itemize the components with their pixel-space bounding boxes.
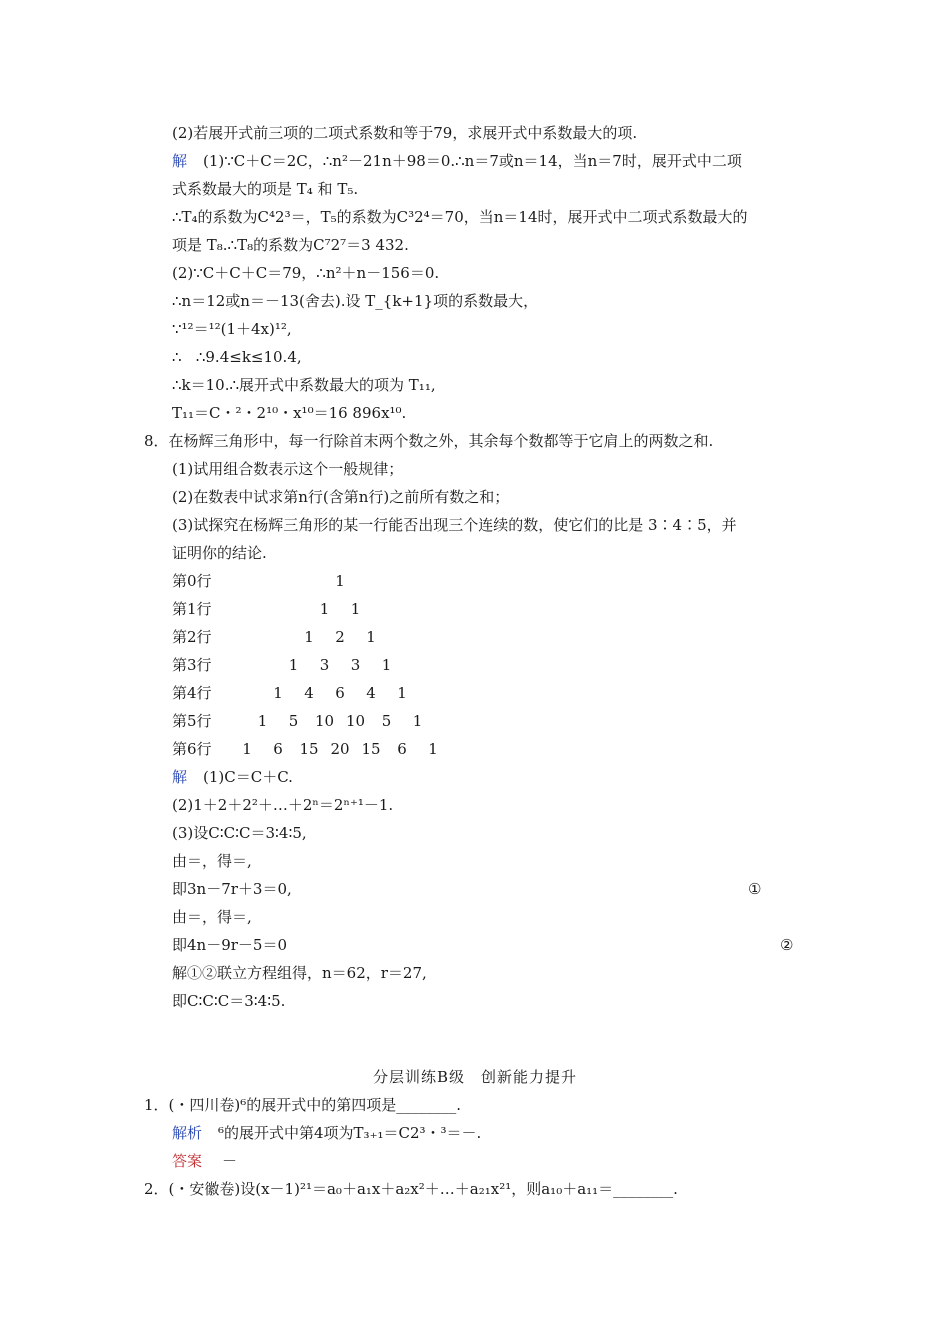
q8-answer-7: 即4n－9r－5＝0 xyxy=(172,936,288,954)
q8-answer-5: 即3n－7r＋3＝0, xyxy=(172,880,292,898)
triangle-number: 1 xyxy=(428,740,438,758)
b-q1-analysis: ⁶的展开式中第4项为T₃₊₁＝C2³・³＝－. xyxy=(218,1124,482,1142)
solution-line-3: ∴T₄的系数为C⁴2³＝，T₅的系数为C³2⁴＝70，当n＝14时，展开式中二项式系数最大的 xyxy=(172,208,748,226)
q7-subquestion-2: (2)若展开式前三项的二项式系数和等于79，求展开式中系数最大的项. xyxy=(172,124,638,142)
triangle-number: 1 xyxy=(257,712,268,730)
triangle-number: 15 xyxy=(299,740,319,758)
q8-answer-6: 由＝，得＝, xyxy=(172,908,252,926)
q8-answer-8: 解①②联立方程组得，n＝62，r＝27, xyxy=(172,964,427,982)
triangle-number: 5 xyxy=(381,712,392,730)
q8-answer-4: 由＝，得＝, xyxy=(172,852,252,870)
triangle-number: 1 xyxy=(319,600,330,618)
q8-answer-2: (2)1＋2＋2²＋…＋2ⁿ＝2ⁿ⁺¹－1. xyxy=(172,796,394,814)
triangle-number: 1 xyxy=(397,684,407,702)
triangle-row-label: 第0行 xyxy=(172,572,212,590)
triangle-number: 15 xyxy=(361,740,381,758)
q8-sub-2: (2)在数表中试求第n行(含第n行)之前所有数之和； xyxy=(172,488,510,506)
triangle-row-label: 第4行 xyxy=(172,684,212,702)
triangle-number: 4 xyxy=(366,684,376,702)
triangle-number: 1 xyxy=(335,572,345,590)
triangle-number: 1 xyxy=(242,740,252,758)
q8-solution-label: 解 xyxy=(172,768,188,786)
solution-line-6: ∴n＝12或n＝－13(舍去).设 T_{k+1}项的系数最大， xyxy=(172,292,539,310)
answer-label: 答案 xyxy=(172,1152,203,1170)
triangle-number: 4 xyxy=(304,684,314,702)
triangle-row-label: 第2行 xyxy=(172,628,212,646)
equation-marker-2: ② xyxy=(780,936,794,954)
solution-line-1: (1)∵C＋C＝2C，∴n²－21n＋98＝0.∴n＝7或n＝14，当n＝7时，展开式中二项 xyxy=(203,152,742,170)
triangle-number: 1 xyxy=(304,628,314,646)
triangle-number: 6 xyxy=(335,684,345,702)
q8-answer-3: (3)设C∶C∶C＝3∶4∶5, xyxy=(172,824,307,842)
triangle-number: 10 xyxy=(314,712,335,730)
q8-sub-3b: 证明你的结论. xyxy=(172,544,267,562)
triangle-number: 1 xyxy=(273,684,283,702)
equation-marker-1: ① xyxy=(748,880,762,898)
triangle-number: 1 xyxy=(350,600,361,618)
section-heading: 分层训练B级 创新能力提升 xyxy=(372,1068,578,1086)
triangle-row-label: 第6行 xyxy=(172,740,212,758)
solution-line-10: T₁₁＝C・²・2¹⁰・x¹⁰＝16 896x¹⁰. xyxy=(172,404,407,422)
analysis-label: 解析 xyxy=(172,1124,203,1142)
triangle-number: 3 xyxy=(319,656,330,674)
solution-line-4: 项是 T₈.∴T₈的系数为C⁷2⁷＝3 432. xyxy=(172,236,409,254)
triangle-number: 5 xyxy=(288,712,299,730)
triangle-number: 3 xyxy=(350,656,361,674)
triangle-number: 10 xyxy=(345,712,366,730)
b-q1-answer: － xyxy=(222,1152,238,1170)
triangle-number: 2 xyxy=(335,628,345,646)
solution-label: 解 xyxy=(172,152,188,170)
triangle-number: 6 xyxy=(397,740,407,758)
solution-line-7: ∵¹²＝¹²(1＋4x)¹², xyxy=(172,320,292,338)
solution-line-8: ∴ ∴9.4≤k≤10.4, xyxy=(172,348,302,366)
q8-answer-9: 即C∶C∶C＝3∶4∶5. xyxy=(172,992,286,1010)
solution-line-5: (2)∵C＋C＋C＝79，∴n²＋n－156＝0. xyxy=(172,264,440,282)
q8-sub-1: (1)试用组合数表示这个一般规律； xyxy=(172,460,404,478)
solution-line-2: 式系数最大的项是 T₄ 和 T₅. xyxy=(172,180,359,198)
triangle-number: 1 xyxy=(366,628,376,646)
triangle-row-label: 第5行 xyxy=(172,712,212,730)
triangle-number: 1 xyxy=(412,712,423,730)
b-question-2: 2．(・安徽卷)设(x－1)²¹＝a₀＋a₁x＋a₂x²＋…＋a₂₁x²¹，则a₁₀＋a₁₁＝________. xyxy=(144,1180,678,1198)
triangle-row-label: 第3行 xyxy=(172,656,212,674)
triangle-number: 1 xyxy=(288,656,299,674)
q8-sub-3a: (3)试探究在杨辉三角形的某一行能否出现三个连续的数，使它们的比是 3∶4∶5，并 xyxy=(172,516,737,534)
triangle-number: 1 xyxy=(381,656,392,674)
q8-answer-1: (1)C＝C＋C. xyxy=(203,768,293,786)
q8-stem: 8．在杨辉三角形中，每一行除首末两个数之外，其余每个数都等于它肩上的两数之和. xyxy=(144,432,714,450)
triangle-number: 20 xyxy=(330,740,350,758)
triangle-number: 6 xyxy=(273,740,283,758)
triangle-row-label: 第1行 xyxy=(172,600,212,618)
solution-line-9: ∴k＝10.∴展开式中系数最大的项为 T₁₁, xyxy=(172,376,436,394)
b-question-1: 1．(・四川卷)⁶的展开式中的第四项是________. xyxy=(144,1096,462,1114)
